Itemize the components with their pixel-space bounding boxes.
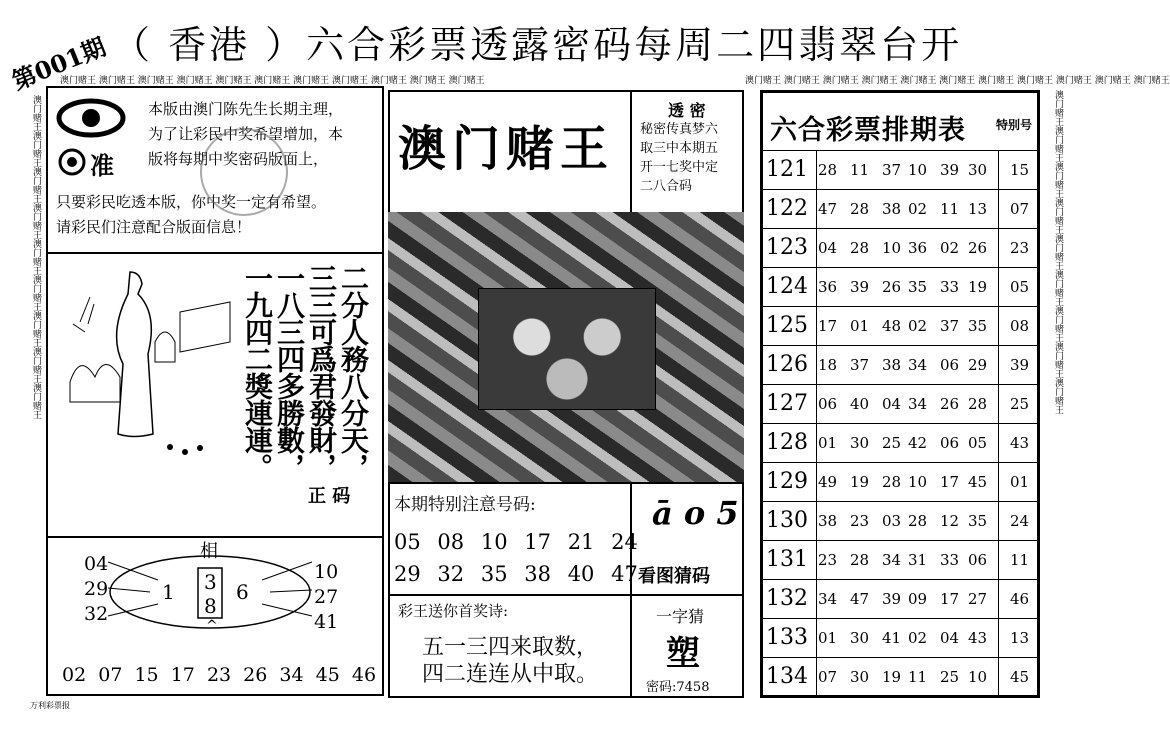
guess-picture-label: 看图猜码 [638, 566, 710, 587]
drawn-number: 09 [908, 590, 928, 608]
drawn-number: 07 [818, 668, 838, 686]
gift-title: 彩王送你首奖诗: [398, 602, 509, 620]
drawn-number: 02 [908, 629, 928, 647]
drawn-number: 10 [908, 473, 928, 491]
drawn-number: 38 [882, 356, 902, 374]
special-number: 17 [524, 530, 551, 554]
special-number: 05 [1010, 278, 1030, 296]
draw-number: 124 [766, 274, 808, 299]
special-number: 32 [437, 562, 465, 586]
drawn-number: 39 [882, 590, 902, 608]
special-number: 01 [1010, 473, 1030, 491]
draw-number: 121 [766, 157, 808, 182]
drawn-number: 27 [968, 590, 988, 608]
special-number: 43 [1010, 434, 1030, 452]
drawn-number: 34 [882, 551, 902, 569]
notice-text-2 [56, 190, 326, 240]
puzzle-number: 8 [204, 594, 217, 618]
secret-line: 取三中本期五 [640, 141, 719, 156]
table-row [762, 579, 1038, 618]
table-row [762, 501, 1038, 540]
special-number: 23 [1010, 239, 1030, 257]
special-number: 47 [611, 562, 638, 586]
drawn-number: 31 [908, 551, 928, 569]
table-row [762, 306, 1038, 345]
special-number: 08 [1010, 317, 1030, 335]
issue-number: 第001期 [7, 31, 110, 96]
puzzle-number: 27 [314, 586, 339, 608]
drawn-number: 37 [940, 317, 960, 335]
drawn-number: 28 [968, 395, 988, 413]
divider [388, 482, 744, 484]
drawn-number: 39 [850, 278, 870, 296]
table-row [762, 384, 1038, 423]
drawn-number: 36 [818, 278, 838, 296]
draw-number: 122 [766, 196, 808, 221]
drawn-number: 41 [882, 629, 902, 647]
drawn-number: 04 [882, 395, 902, 413]
special-number: 21 [567, 530, 595, 554]
drawn-number: 47 [850, 590, 870, 608]
special-number: 38 [524, 562, 551, 586]
drawn-number: 18 [818, 356, 838, 374]
one-char-guess: 塑 [666, 634, 700, 674]
drawn-number: 35 [908, 278, 928, 296]
drawn-number: 35 [968, 512, 988, 530]
notice-line: 本版由澳门陈先生长期主理， [148, 100, 344, 118]
table-row [762, 345, 1038, 384]
poem-footer: 正 码 [308, 486, 351, 507]
eye-icon [56, 96, 126, 144]
drawn-number: 19 [850, 473, 870, 491]
secret-line: 秘密传真梦六 [640, 122, 719, 137]
drawn-number: 28 [818, 161, 838, 179]
special-row-1 [394, 530, 638, 554]
special-number: 05 [394, 530, 421, 554]
secret-line: 开一七奖中定 [640, 160, 719, 175]
drawn-number: 28 [850, 239, 870, 257]
drawn-number: 04 [940, 629, 960, 647]
table-row [762, 267, 1038, 306]
drawn-number: 02 [908, 200, 928, 218]
drawn-number: 30 [850, 668, 870, 686]
drawn-number: 01 [818, 434, 838, 452]
table-subtitle: 特别号 [996, 118, 1033, 132]
puzzle-number: 41 [314, 611, 339, 633]
target-icon [58, 148, 86, 180]
drawn-number: 28 [850, 200, 870, 218]
bottom-number: 45 [315, 664, 340, 686]
draw-number: 129 [766, 469, 808, 494]
guess-picture-scribble: ā o 5 [652, 494, 739, 532]
draw-number: 130 [766, 508, 808, 533]
table-title: 六合彩票排期表 [770, 115, 966, 146]
drawn-number: 06 [968, 551, 988, 569]
drawn-number: 25 [940, 668, 960, 686]
bottom-number: 17 [170, 664, 195, 686]
drawn-number: 23 [818, 551, 838, 569]
drawn-number: 30 [850, 434, 870, 452]
table-row [762, 462, 1038, 501]
drawn-number: 06 [940, 356, 960, 374]
draw-number: 134 [766, 664, 808, 689]
puzzle-center [204, 570, 217, 618]
top-strip-right: 澳门赌王 澳门赌王 澳门赌王 澳门赌王 澳门赌王 澳门赌王 澳门赌王 澳门赌王 澳门赌王 澳门赌王 澳门赌王 [745, 76, 1170, 86]
table-row [762, 150, 1038, 189]
draw-number: 123 [766, 235, 808, 260]
drawn-number: 49 [818, 473, 838, 491]
bottom-number: 26 [243, 664, 268, 686]
drawn-number: 17 [940, 590, 960, 608]
drawn-number: 26 [940, 395, 960, 413]
left-side-strip: 澳门赌王澳门赌王澳门赌王澳门赌王澳门赌王澳门赌王澳门赌王澳门赌王澳门赌王 [31, 95, 41, 419]
divider [388, 594, 744, 596]
drawn-number: 33 [940, 278, 960, 296]
drawn-number: 01 [818, 629, 838, 647]
gift-line: 四二连连从中取。 [422, 662, 599, 687]
special-number: 24 [1010, 512, 1030, 530]
puzzle-caret: ^ [206, 618, 218, 634]
drawn-number: 26 [882, 278, 902, 296]
drawn-number: 37 [882, 161, 902, 179]
special-title: 本期特别注意号码: [394, 495, 536, 515]
table-row [762, 228, 1038, 267]
one-char-code: 密码:7458 [646, 680, 710, 695]
notice-line: 版将每期中奖密码版面上， [148, 150, 329, 168]
special-number: 08 [437, 530, 465, 554]
seal-stamp [200, 128, 288, 216]
drawn-number: 36 [908, 239, 928, 257]
puzzle-top: 相 [200, 541, 218, 562]
drawn-number: 38 [882, 200, 902, 218]
drawn-number: 02 [940, 239, 960, 257]
drawn-number: 30 [968, 161, 988, 179]
notice-line: 请彩民们注意配合版面信息！ [56, 218, 252, 236]
drawn-number: 11 [908, 668, 928, 686]
drawn-number: 19 [968, 278, 988, 296]
draw-number: 132 [766, 586, 808, 611]
table-row [762, 540, 1038, 579]
one-char-title: 一字猜 [656, 607, 705, 626]
table-row [762, 189, 1038, 228]
secret-line: 二八合码 [640, 179, 693, 194]
drawn-number: 45 [968, 473, 988, 491]
footer-mark: 万利彩票报 [30, 701, 70, 710]
special-number: 11 [1010, 551, 1030, 569]
drawn-number: 43 [968, 629, 988, 647]
notice-line: 只要彩民吃透本版，你中奖一定有希望。 [56, 193, 327, 211]
drawn-number: 38 [818, 512, 838, 530]
drawn-number: 28 [908, 512, 928, 530]
drawn-number: 19 [882, 668, 902, 686]
bottom-number: 34 [279, 664, 304, 686]
drawn-number: 35 [968, 317, 988, 335]
drawn-number: 10 [908, 161, 928, 179]
divider [46, 252, 384, 254]
special-number: 39 [1010, 356, 1030, 374]
table-row [762, 618, 1038, 657]
bottom-number: 02 [62, 664, 87, 686]
draw-number: 127 [766, 391, 808, 416]
special-number: 40 [567, 562, 595, 586]
poem-column: 三三可爲君發財， [305, 264, 338, 480]
bottom-numbers [62, 664, 376, 686]
bottom-number: 23 [206, 664, 232, 686]
puzzle-number: 3 [204, 570, 217, 594]
drawn-number: 28 [882, 473, 902, 491]
drawn-number: 23 [850, 512, 870, 530]
drawn-number: 37 [850, 356, 870, 374]
poem-column: 一九四二獎連連。 [241, 264, 274, 480]
special-number: 13 [1010, 629, 1030, 647]
drawn-number: 01 [850, 317, 870, 335]
draw-number: 131 [766, 547, 808, 572]
special-row-2 [394, 562, 638, 586]
puzzle-right-center: 6 [236, 580, 249, 604]
special-number: 15 [1010, 161, 1030, 179]
faces-photo [478, 288, 656, 410]
right-side-strip: 澳门赌王澳门赌王澳门赌王澳门赌王澳门赌王澳门赌王澳门赌王澳门赌王澳门赌王 [1053, 90, 1063, 414]
secret-title: 透 密 [668, 101, 706, 120]
divider [630, 90, 632, 212]
special-number: 24 [611, 530, 638, 554]
drawn-number: 34 [908, 356, 928, 374]
drawn-number: 11 [850, 161, 870, 179]
drawn-number: 40 [850, 395, 870, 413]
special-number: 46 [1010, 590, 1030, 608]
drawn-number: 34 [818, 590, 838, 608]
special-number: 29 [394, 562, 421, 586]
drawn-number: 06 [940, 434, 960, 452]
drawn-number: 03 [882, 512, 902, 530]
puzzle-left-center: 1 [162, 580, 175, 604]
top-strip-left: 澳门赌王 澳门赌王 澳门赌王 澳门赌王 澳门赌王 澳门赌王 澳门赌王 澳门赌王 澳门赌王 澳门赌王 澳门赌王 [60, 76, 485, 86]
puzzle-left-numbers [84, 552, 108, 627]
drawn-number: 33 [940, 551, 960, 569]
drawn-number: 29 [968, 356, 988, 374]
scholar-illustration [60, 262, 240, 476]
draw-number: 133 [766, 625, 808, 650]
divider [630, 482, 632, 698]
accurate-label: 准 [90, 151, 114, 180]
secret-text [640, 120, 718, 196]
puzzle-number: 29 [84, 578, 109, 600]
puzzle-number: 04 [84, 553, 109, 575]
puzzle-right-numbers [314, 560, 338, 635]
drawn-number: 12 [940, 512, 960, 530]
draw-number: 125 [766, 313, 808, 338]
special-number: 35 [480, 562, 508, 586]
drawn-number: 13 [968, 200, 988, 218]
drawn-number: 48 [882, 317, 902, 335]
drawn-number: 05 [968, 434, 988, 452]
drawn-number: 06 [818, 395, 838, 413]
puzzle-number: 10 [314, 561, 339, 583]
special-number: 10 [480, 530, 508, 554]
special-number: 45 [1010, 668, 1030, 686]
notice-line: 为了让彩民中奖希望增加，本 [148, 125, 344, 143]
headline: （ 香港 ）六合彩票透露密码每周二四翡翠台开 [112, 23, 963, 67]
brand-logo: 澳门赌王 [398, 121, 615, 177]
drawn-number: 39 [940, 161, 960, 179]
table-row [762, 657, 1038, 696]
poem-column: 一八三四多勝數， [273, 264, 306, 480]
bottom-number: 15 [134, 664, 159, 686]
drawn-number: 34 [908, 395, 928, 413]
special-number: 25 [1010, 395, 1030, 413]
drawn-number: 02 [908, 317, 928, 335]
table-row [762, 423, 1038, 462]
drawn-number: 25 [882, 434, 902, 452]
drawn-number: 10 [882, 239, 902, 257]
poem-column: 二分人務八分天， [337, 264, 370, 480]
drawn-number: 42 [908, 434, 928, 452]
drawn-number: 47 [818, 200, 838, 218]
drawn-number: 17 [818, 317, 838, 335]
draw-number: 128 [766, 430, 808, 455]
bottom-number: 07 [98, 664, 123, 686]
drawn-number: 11 [940, 200, 960, 218]
drawn-number: 10 [968, 668, 988, 686]
gift-line: 五一三四来取数， [422, 635, 599, 660]
drawn-number: 04 [818, 239, 838, 257]
draw-number: 126 [766, 352, 808, 377]
drawn-number: 30 [850, 629, 870, 647]
drawn-number: 26 [968, 239, 988, 257]
drawn-number: 28 [850, 551, 870, 569]
gift-poem [422, 634, 598, 688]
drawn-number: 17 [940, 473, 960, 491]
bottom-number: 46 [351, 664, 377, 686]
puzzle-number: 32 [84, 603, 109, 625]
special-number: 07 [1010, 200, 1030, 218]
